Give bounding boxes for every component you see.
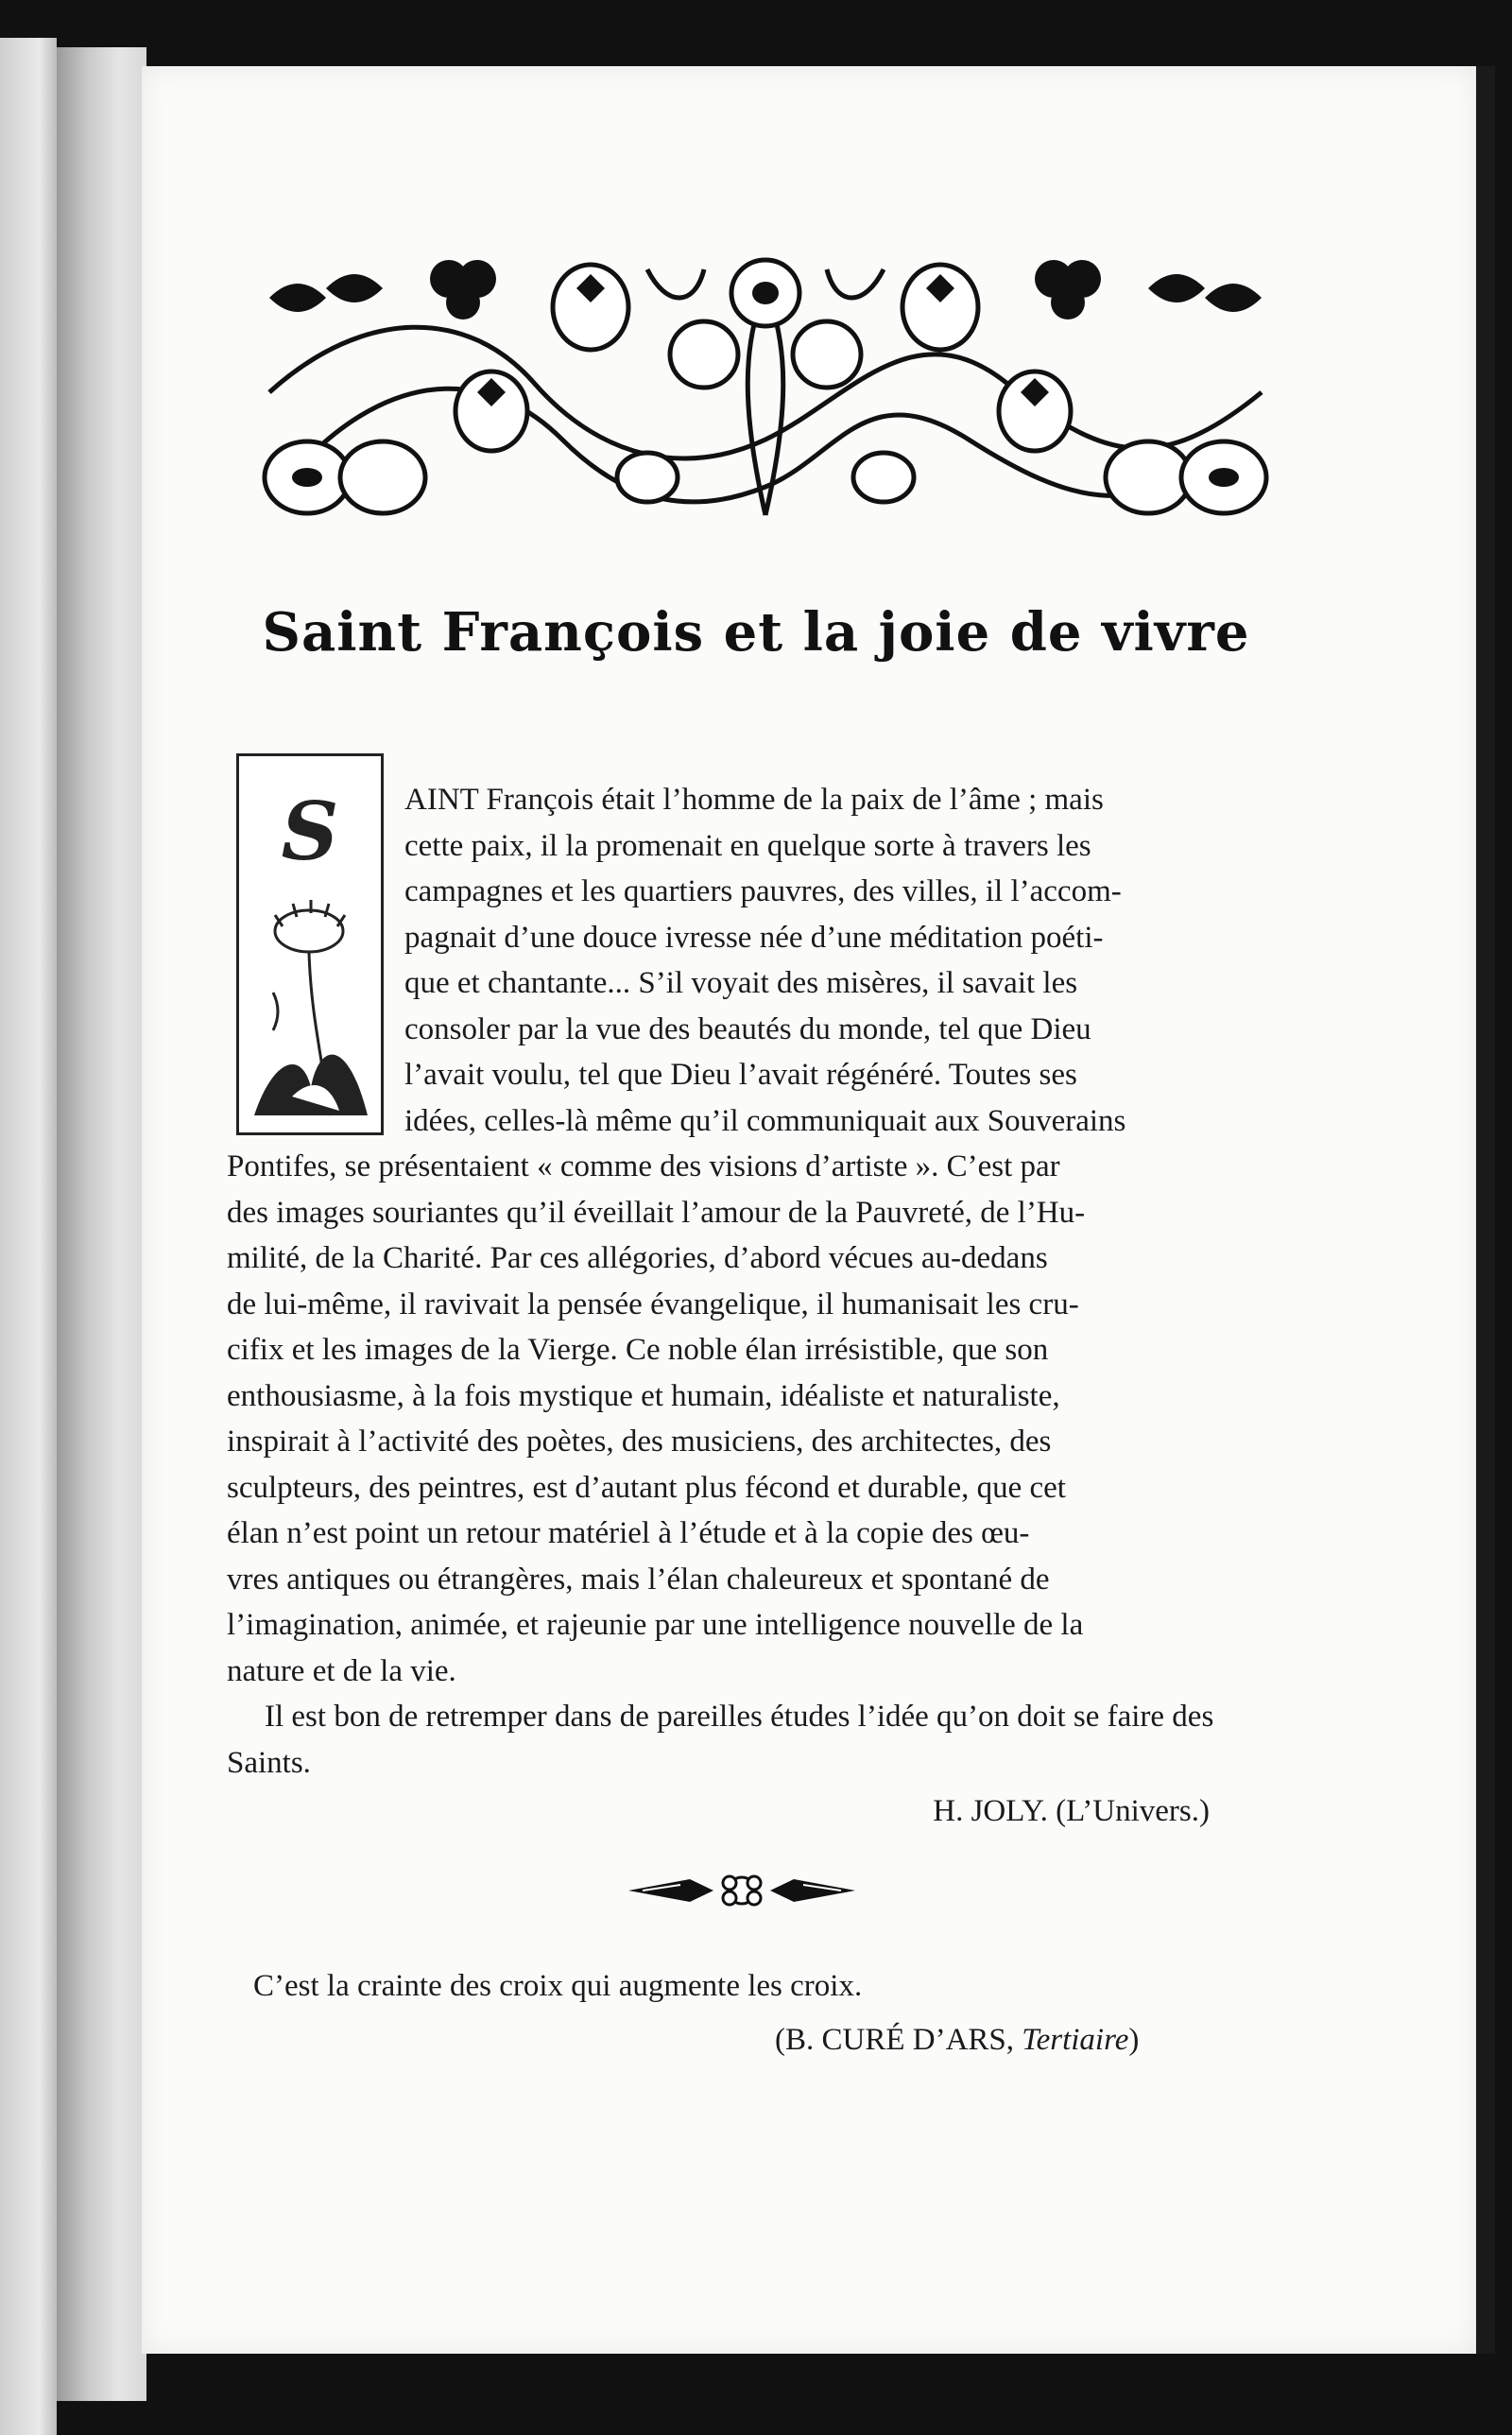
- text-line: campagnes et les quartiers pauvres, des villes, il l’accom-: [404, 874, 1122, 908]
- text-line: nature et de la vie.: [227, 1653, 456, 1688]
- closing-quote: C’est la crainte des croix qui augmente les croix.: [253, 1969, 863, 2003]
- text-line: pagnait d’une douce ivresse née d’une méditation poéti-: [404, 920, 1104, 955]
- text-line: cifix et les images de la Vierge. Ce noble élan irrésistible, que son: [227, 1333, 1049, 1367]
- drop-cap-letter: S: [281, 785, 339, 878]
- page-edge: [1476, 66, 1495, 2354]
- quote-attribution: [775, 2023, 1228, 2058]
- text-line: consoler par la vue des beautés du monde, tel que Dieu: [404, 1011, 1091, 1046]
- text-line: idées, celles-là même qu’il communiquait aux Souverains: [404, 1103, 1126, 1138]
- quote-attr-close: ): [1128, 2023, 1140, 2057]
- paragraph-2: Il est bon de retremper dans de pareilles études l’idée qu’on doit se faire des Saints.: [227, 1700, 1214, 1780]
- text-line: enthousiasme, à la fois mystique et humain, idéaliste et naturaliste,: [227, 1378, 1060, 1413]
- text-line: que et chantante... S’il voyait des misères, il savait les: [404, 966, 1078, 1000]
- scan-background-left: [0, 38, 57, 2435]
- article-body: [227, 777, 1280, 1786]
- text-line: AINT François était l’homme de la paix de l’âme ; mais: [404, 783, 1104, 817]
- text-line: milité, de la Charité. Par ces allégories, d’abord vécues au-dedans: [227, 1241, 1048, 1275]
- text-line: Pontifes, se présentaient « comme des visions d’artiste ». C’est par: [227, 1149, 1060, 1183]
- text-line: cette paix, il la promenait en quelque sorte à travers les: [404, 828, 1091, 863]
- text-line: sculpteurs, des peintres, est d’autant plus fécond et durable, que cet: [227, 1470, 1066, 1505]
- book-spine: [57, 47, 146, 2401]
- divider-ornament: [624, 1872, 860, 1909]
- author-signature: H. JOLY. (L’Univers.): [933, 1794, 1210, 1828]
- text-line: inspirait à l’activité des poètes, des musiciens, des architectes, des: [227, 1425, 1052, 1459]
- text-line: vres antiques ou étrangères, mais l’élan chaleureux et spontané de: [227, 1562, 1050, 1597]
- text-line: l’avait voulu, tel que Dieu l’avait régénéré. Toutes ses: [404, 1058, 1077, 1092]
- paragraph-1: [227, 777, 1280, 1694]
- text-line: des images souriantes qu’il éveillait l’amour de la Pauvreté, de l’Hu-: [227, 1195, 1086, 1230]
- article-title: Saint François et la joie de vivre: [262, 601, 1250, 664]
- text-line: élan n’est point un retour matériel à l’étude et à la copie des œu-: [227, 1516, 1030, 1550]
- text-line: l’imagination, animée, et rajeunie par une intelligence nouvelle de la: [227, 1608, 1084, 1642]
- quote-attr-role: Tertiaire: [1022, 2023, 1129, 2057]
- floral-header-ornament: [250, 250, 1280, 525]
- text-line: de lui-même, il ravivait la pensée évangelique, il humanisait les cru-: [227, 1287, 1079, 1321]
- quote-attr-name: (B. CURÉ D’ARS,: [775, 2023, 1022, 2057]
